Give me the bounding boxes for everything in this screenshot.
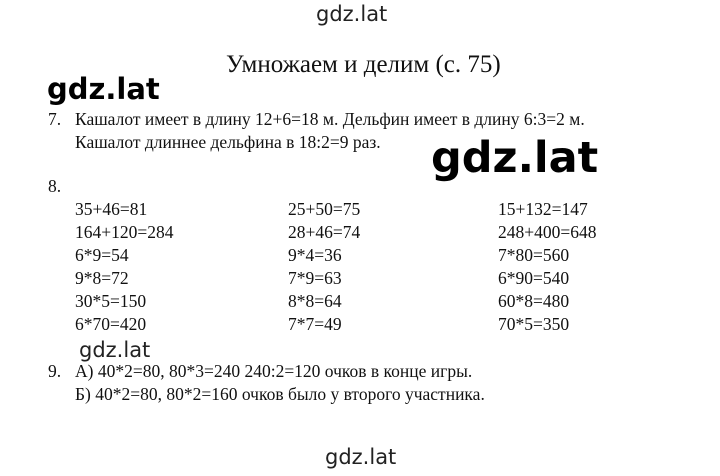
examples-column-1: [75, 198, 174, 336]
example-item: 7*9=63: [288, 268, 342, 288]
task-9-line-2: Б) 40*2=80, 80*2=160 очков было у второго участника.: [75, 384, 485, 404]
example-item: 9*4=36: [288, 245, 342, 265]
example-item: 28+46=74: [288, 222, 361, 242]
example-item: 248+400=648: [498, 222, 597, 242]
example-item: 6*90=540: [498, 268, 570, 288]
task-9-line-1: А) 40*2=80, 80*3=240 240:2=120 очков в конце игры.: [75, 361, 473, 381]
example-item: 30*5=150: [75, 291, 147, 311]
example-item: 35+46=81: [75, 199, 148, 219]
watermark-bottom: gdz.lat: [325, 445, 397, 469]
example-item: 164+120=284: [75, 222, 174, 242]
example-item: 6*9=54: [75, 245, 129, 265]
example-item: 15+132=147: [498, 199, 588, 219]
example-item: 7*80=560: [498, 245, 570, 265]
example-item: 6*70=420: [75, 314, 147, 334]
example-item: 60*8=480: [498, 291, 570, 311]
task-7-line-2: Кашалот длиннее дельфина в 18:2=9 раз.: [75, 132, 381, 152]
watermark-middle: gdz.lat: [431, 133, 599, 183]
example-item: 8*8=64: [288, 291, 342, 311]
examples-column-2: [288, 198, 360, 336]
example-item: 70*5=350: [498, 314, 570, 334]
example-item: 9*8=72: [75, 268, 129, 288]
watermark-top: gdz.lat: [316, 2, 388, 26]
task-8-number: 8.: [48, 176, 62, 196]
watermark-lower: gdz.lat: [79, 338, 151, 362]
example-item: 25+50=75: [288, 199, 361, 219]
example-item: 7*7=49: [288, 314, 342, 334]
watermark-left: gdz.lat: [47, 72, 160, 106]
task-7-number: 7.: [48, 109, 62, 129]
task-9-number: 9.: [48, 361, 62, 381]
page-title: Умножаем и делим (с. 75): [226, 51, 501, 78]
examples-column-3: [498, 198, 597, 336]
task-7-line-1: Кашалот имеет в длину 12+6=18 м. Дельфин имеет в длину 6:3=2 м.: [75, 109, 585, 129]
